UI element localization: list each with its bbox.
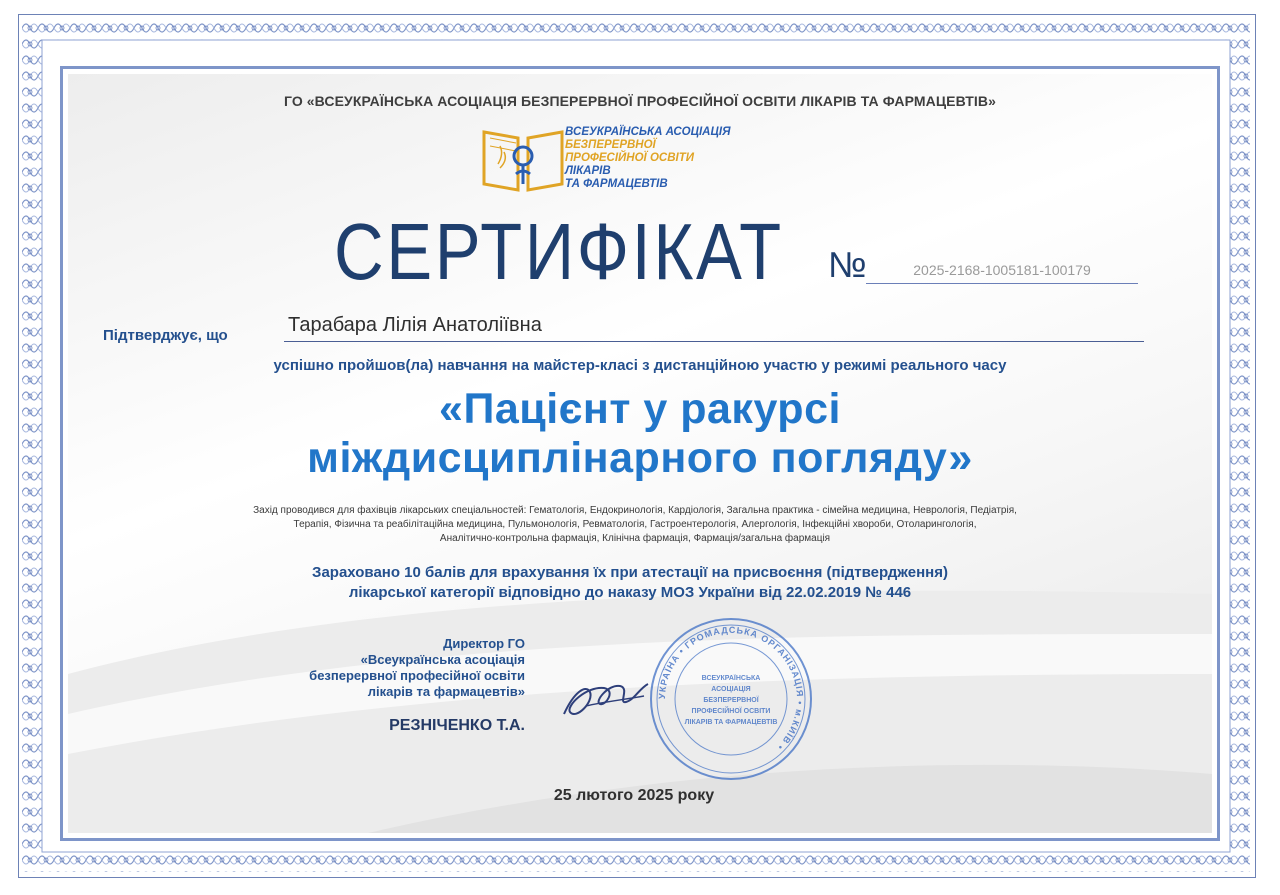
handwritten-signature — [556, 662, 656, 732]
number-sign: № — [828, 244, 867, 285]
stamp-outer-text: УКРАЇНА • ГРОМАДСЬКА ОРГАНІЗАЦІЯ • м.КИЇВ • — [656, 624, 806, 753]
book-emblem-icon — [478, 124, 568, 194]
certificate-title: СЕРТИФІКАТ — [334, 207, 784, 296]
course-title-line-1: «Пацієнт у ракурсі — [439, 385, 841, 433]
stamp-center-line-4: ПРОФЕСІЙНОЇ ОСВІТИ — [691, 708, 771, 715]
signatory-line-4: лікарів та фармацевтів» — [367, 684, 525, 699]
logo-line-2: БЕЗПЕРЕРВНОЇ — [565, 139, 656, 151]
issue-date: 25 лютого 2025 року — [553, 787, 715, 804]
specialties-line-2: Терапія, Фізична та реабілітаційна медицина, Пульмонологія, Ревматологія, Гастроентерологія, Алергологія, Інфекційні хвороби, Отоларингологія, — [293, 519, 977, 530]
signatory-name: РЕЗНІЧЕНКО Т.А. — [389, 717, 525, 734]
specialties-line-1: Захід проводився для фахівців лікарських спеціальностей: Гематологія, Ендокринологія, Кардіологія, Загальна практика - сімейна медицина, Неврологія, Педіатрія, — [253, 505, 1017, 516]
certificate-number: 2025-2168-1005181-100179 — [866, 262, 1138, 284]
recipient-name: Тарабара Лілія Анатоліївна — [284, 314, 1144, 342]
signatory-line-3: безперервної професійної освіти — [309, 668, 525, 683]
logo-line-3: ПРОФЕСІЙНОЇ ОСВІТИ — [565, 152, 694, 164]
official-stamp — [646, 614, 816, 784]
points-line-1: Зараховано 10 балів для врахування їх при атестації на присвоєння (підтвердження) — [312, 564, 948, 581]
logo-line-5: ТА ФАРМАЦЕВТІВ — [565, 178, 668, 190]
stamp-center-line-2: АСОЦІАЦІЯ — [711, 686, 751, 693]
signatory-title — [220, 636, 525, 700]
specialties-line-3: Аналітично-контрольна фармація, Клінічна фармація, Фармація/загальна фармація — [439, 533, 831, 544]
specialties-list — [130, 504, 1140, 546]
confirm-label: Підтверджує, що — [103, 327, 228, 344]
signatory-line-2: «Всеукраїнська асоціація — [360, 652, 525, 667]
logo-line-4: ЛІКАРІВ — [565, 165, 611, 177]
course-title — [140, 385, 1140, 483]
stamp-center-line-5: ЛІКАРІВ ТА ФАРМАЦЕВТІВ — [684, 719, 778, 726]
course-title-line-2: міждисциплінарного погляду» — [307, 434, 973, 482]
logo-line-1: ВСЕУКРАЇНСЬКА АСОЦІАЦІЯ — [565, 126, 731, 138]
points-statement — [0, 563, 1260, 603]
signatory-line-1: Директор ГО — [443, 636, 525, 651]
stamp-center-line-1: ВСЕУКРАЇНСЬКА — [701, 675, 761, 682]
logo-wordmark — [565, 126, 730, 191]
organization-header: ГО «ВСЕУКРАЇНСЬКА АСОЦІАЦІЯ БЕЗПЕРЕРВНОЇ ПРОФЕСІЙНОЇ ОСВІТИ ЛІКАРІВ ТА ФАРМАЦЕВТІВ» — [283, 93, 997, 109]
completion-statement: успішно пройшов(ла) навчання на майстер-класі з дистанційною участю у режимі реального часу — [273, 357, 1007, 374]
points-line-2: лікарської категорії відповідно до наказу МОЗ України від 22.02.2019 № 446 — [348, 584, 912, 601]
stamp-center-line-3: БЕЗПЕРЕРВНОЇ — [703, 697, 759, 704]
